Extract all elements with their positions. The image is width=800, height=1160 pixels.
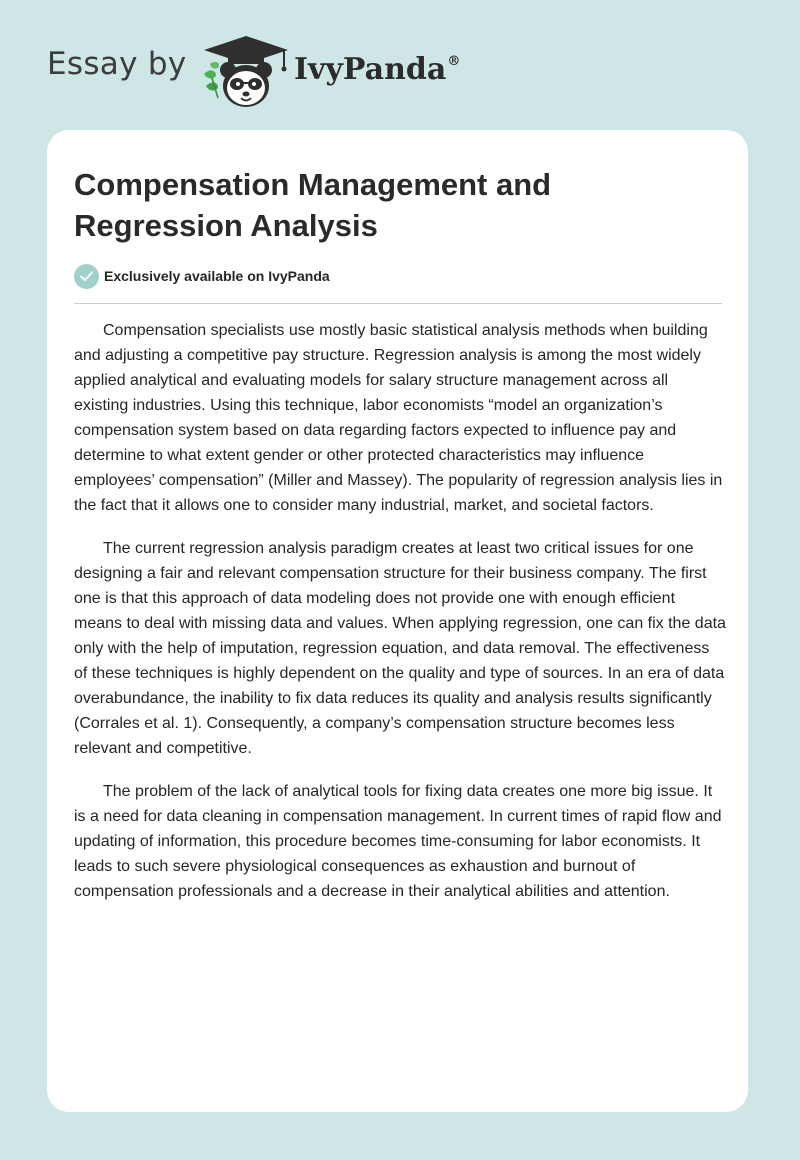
paragraph: Compensation specialists use mostly basic statistical analysis methods when building and adjusting a competitive pay structure. Regression analysis is among the most widely applied analytical and evaluating models for salary structure management across all existing industries. Using this technique, labor economists “model an organization’s compensation system based on data regarding factors expected to influence pay and determine to what extent gender or other protected characteristics may influence employees’ compensation” (Miller and Massey). The popularity of regression analysis lies in the fact that it allows one to consider many industrial, market, and societal factors. xyxy=(74,322,723,514)
exclusive-badge xyxy=(74,263,330,289)
paragraph: The current regression analysis paradigm creates at least two critical issues for one designing a fair and relevant compensation structure for their business company. The first one is that this approach of data modeling does not provide one with enough efficient means to deal with missing data and values. When applying regression, one can fix the data only with the help of imputation, regression equation, and data removal. The effectiveness of these techniques is highly dependent on the quality and type of sources. In an era of data overabundance, the inability to fix data reduces its quality and analysis results significantly (Corrales et al. 1). Consequently, a company’s compensation structure becomes less relevant and competitive. xyxy=(74,540,726,757)
essay-title: Compensation Management and Regression Analysis xyxy=(74,167,552,243)
ivy-leaf-icon xyxy=(204,62,219,98)
paragraph: The problem of the lack of analytical tools for fixing data creates one more big issue. It is a need for data cleaning in compensation management. In current times of rapid flow and updating of information, this procedure becomes time-consuming for labor economists. It leads to such severe physiological consequences as exhaustion and burnout of compensation professionals and a decrease in their analytical abilities and attention. xyxy=(74,783,722,900)
check-circle-icon xyxy=(74,264,99,289)
essay-body xyxy=(74,318,726,922)
brand-name: IvyPanda xyxy=(294,52,447,87)
site-header xyxy=(0,0,800,130)
exclusive-badge-text: Exclusively available on IvyPanda xyxy=(104,268,330,284)
panda-graduation-cap-icon[interactable] xyxy=(200,34,292,110)
title-divider xyxy=(74,303,722,304)
ivypanda-brand-logo[interactable] xyxy=(294,52,460,87)
registered-mark: ® xyxy=(447,54,461,69)
essay-card xyxy=(47,130,748,1112)
essay-by-label: Essay by xyxy=(47,46,187,82)
